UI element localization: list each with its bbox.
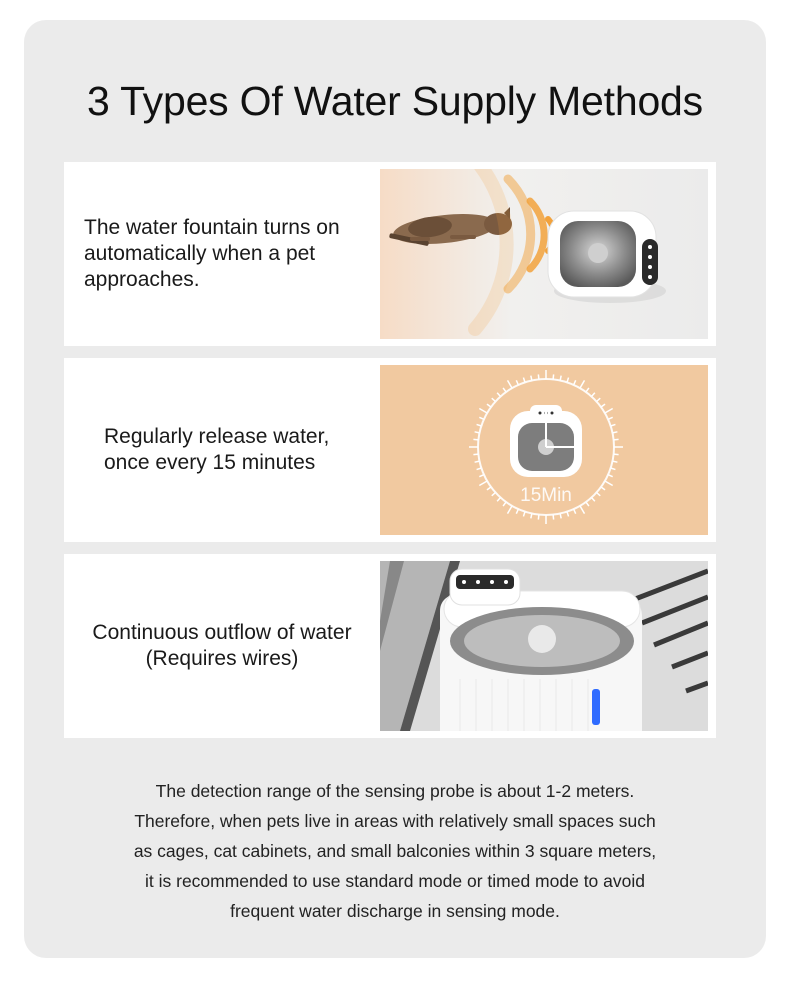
method-card-continuous [64, 554, 716, 738]
method-line: automatically when a pet [84, 242, 316, 265]
method-line: Continuous outflow of water [92, 621, 352, 644]
timer-label: 15Min [520, 485, 572, 506]
method-text-continuous [64, 554, 380, 738]
fountain-icon [548, 211, 666, 303]
method-line: The water fountain turns on [84, 216, 340, 239]
continuous-illustration [380, 561, 708, 731]
timer-illustration [380, 365, 708, 535]
method-text-sensing [64, 162, 380, 346]
continuous-mode-image [380, 561, 708, 731]
method-line: once every 15 minutes [104, 451, 316, 474]
method-line: approaches. [84, 268, 200, 291]
method-card-timed [64, 358, 716, 542]
sensing-mode-image [380, 169, 708, 339]
note-line: as cages, cat cabinets, and small balconies within 3 square meters, [133, 841, 657, 861]
method-text-timed [64, 358, 380, 542]
fountain-icon [440, 569, 642, 731]
timed-mode-image [380, 365, 708, 535]
note-line: Therefore, when pets live in areas with relatively small spaces such [134, 811, 656, 831]
note-line: frequent water discharge in sensing mode. [230, 901, 560, 921]
page-title: 3 Types Of Water Supply Methods [87, 78, 703, 124]
method-line: Regularly release water, [104, 425, 330, 448]
detection-range-note [0, 776, 790, 926]
note-line: it is recommended to use standard mode or timed mode to avoid [145, 871, 645, 891]
method-card-sensing [64, 162, 716, 346]
method-line: (Requires wires) [145, 647, 299, 670]
note-line: The detection range of the sensing probe is about 1-2 meters. [155, 781, 635, 801]
water-level-indicator [592, 689, 600, 725]
sensing-illustration [380, 169, 708, 339]
